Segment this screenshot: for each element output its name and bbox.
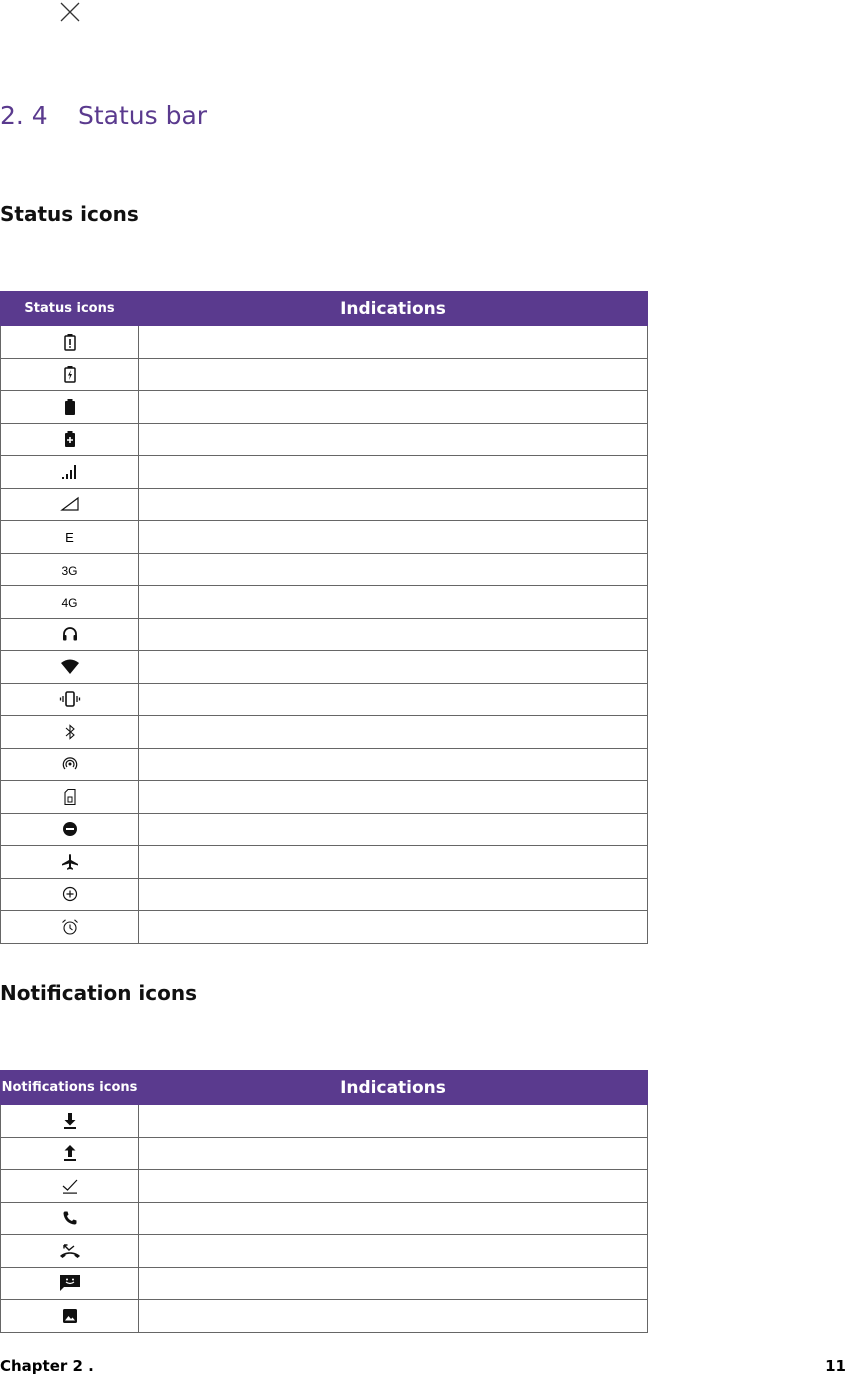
table-row — [1, 1300, 648, 1333]
no-signal-icon — [60, 496, 80, 512]
notification-icons-heading: Notification icons — [0, 981, 198, 1005]
battery-exclamation-icon — [63, 333, 77, 351]
indication-cell — [139, 1170, 648, 1203]
table-header-icons: Status icons — [1, 292, 139, 326]
table-row — [1, 1105, 648, 1138]
phone-call-icon — [62, 1210, 78, 1226]
indication-cell — [139, 683, 648, 716]
bluetooth-icon — [63, 723, 77, 741]
table-row — [1, 911, 648, 944]
section-number: 2. 4 — [0, 101, 48, 130]
section-heading — [0, 101, 207, 130]
indication-cell — [139, 781, 648, 814]
indication-cell — [139, 1300, 648, 1333]
indication-cell — [139, 618, 648, 651]
table-row — [1, 326, 648, 359]
indication-cell — [139, 423, 648, 456]
missed-call-icon — [59, 1243, 81, 1259]
image-icon — [62, 1308, 78, 1324]
indication-cell — [139, 813, 648, 846]
table-row — [1, 553, 648, 586]
indication-cell — [139, 716, 648, 749]
table-row — [1, 586, 648, 619]
checkmark-icon — [61, 1177, 79, 1195]
table-row — [1, 683, 648, 716]
indication-cell — [139, 1202, 648, 1235]
alarm-icon — [61, 918, 79, 936]
indication-cell — [139, 521, 648, 554]
table-row — [1, 716, 648, 749]
message-icon — [58, 1274, 82, 1292]
table-row — [1, 1235, 648, 1268]
table-row — [1, 1267, 648, 1300]
table-header-icons: Notifications icons — [1, 1071, 139, 1105]
battery-saver-plus-icon — [63, 430, 77, 448]
indication-cell — [139, 1137, 648, 1170]
table-row — [1, 521, 648, 554]
status-icons-table — [0, 291, 648, 944]
battery-full-icon — [63, 398, 77, 416]
indication-cell — [139, 1267, 648, 1300]
table-header-row — [1, 292, 648, 326]
table-row — [1, 1137, 648, 1170]
table-row — [1, 618, 648, 651]
indication-cell — [139, 651, 648, 684]
section-title: Status bar — [78, 101, 208, 130]
indication-cell — [139, 878, 648, 911]
table-row — [1, 423, 648, 456]
do-not-disturb-icon — [61, 820, 79, 838]
hotspot-icon — [61, 755, 79, 773]
table-row — [1, 456, 648, 489]
indication-cell — [139, 456, 648, 489]
signal-strength-icon — [61, 464, 79, 480]
indication-cell — [139, 553, 648, 586]
close-icon[interactable] — [58, 0, 82, 24]
indication-cell — [139, 391, 648, 424]
status-icons-heading: Status icons — [0, 202, 139, 226]
table-header-row — [1, 1071, 648, 1105]
indication-cell — [139, 1105, 648, 1138]
edge-e-icon: E — [65, 530, 74, 546]
table-row — [1, 1170, 648, 1203]
table-row — [1, 781, 648, 814]
footer-chapter: Chapter 2 . — [0, 1357, 94, 1375]
network-4g-icon: 4G — [61, 596, 78, 611]
table-row — [1, 878, 648, 911]
table-row — [1, 1202, 648, 1235]
table-row — [1, 813, 648, 846]
indication-cell — [139, 911, 648, 944]
table-header-indications: Indications — [139, 1071, 648, 1105]
upload-icon — [62, 1144, 78, 1162]
indication-cell — [139, 358, 648, 391]
indication-cell — [139, 586, 648, 619]
airplane-mode-icon — [60, 853, 80, 871]
vibrate-icon — [59, 690, 81, 708]
table-row — [1, 391, 648, 424]
indication-cell — [139, 488, 648, 521]
download-icon — [62, 1112, 78, 1130]
table-header-indications: Indications — [139, 292, 648, 326]
table-row — [1, 488, 648, 521]
wifi-icon — [60, 659, 80, 675]
indication-cell — [139, 326, 648, 359]
sim-card-icon — [63, 788, 77, 806]
table-row — [1, 358, 648, 391]
data-saver-icon — [61, 885, 79, 903]
table-row — [1, 651, 648, 684]
notification-icons-table — [0, 1070, 648, 1333]
footer-page-number: 11 — [825, 1357, 846, 1375]
indication-cell — [139, 846, 648, 879]
table-row — [1, 846, 648, 879]
headset-icon — [61, 625, 79, 643]
table-row — [1, 748, 648, 781]
battery-charging-icon — [63, 365, 77, 383]
indication-cell — [139, 748, 648, 781]
network-3g-icon: 3G — [61, 563, 78, 578]
indication-cell — [139, 1235, 648, 1268]
